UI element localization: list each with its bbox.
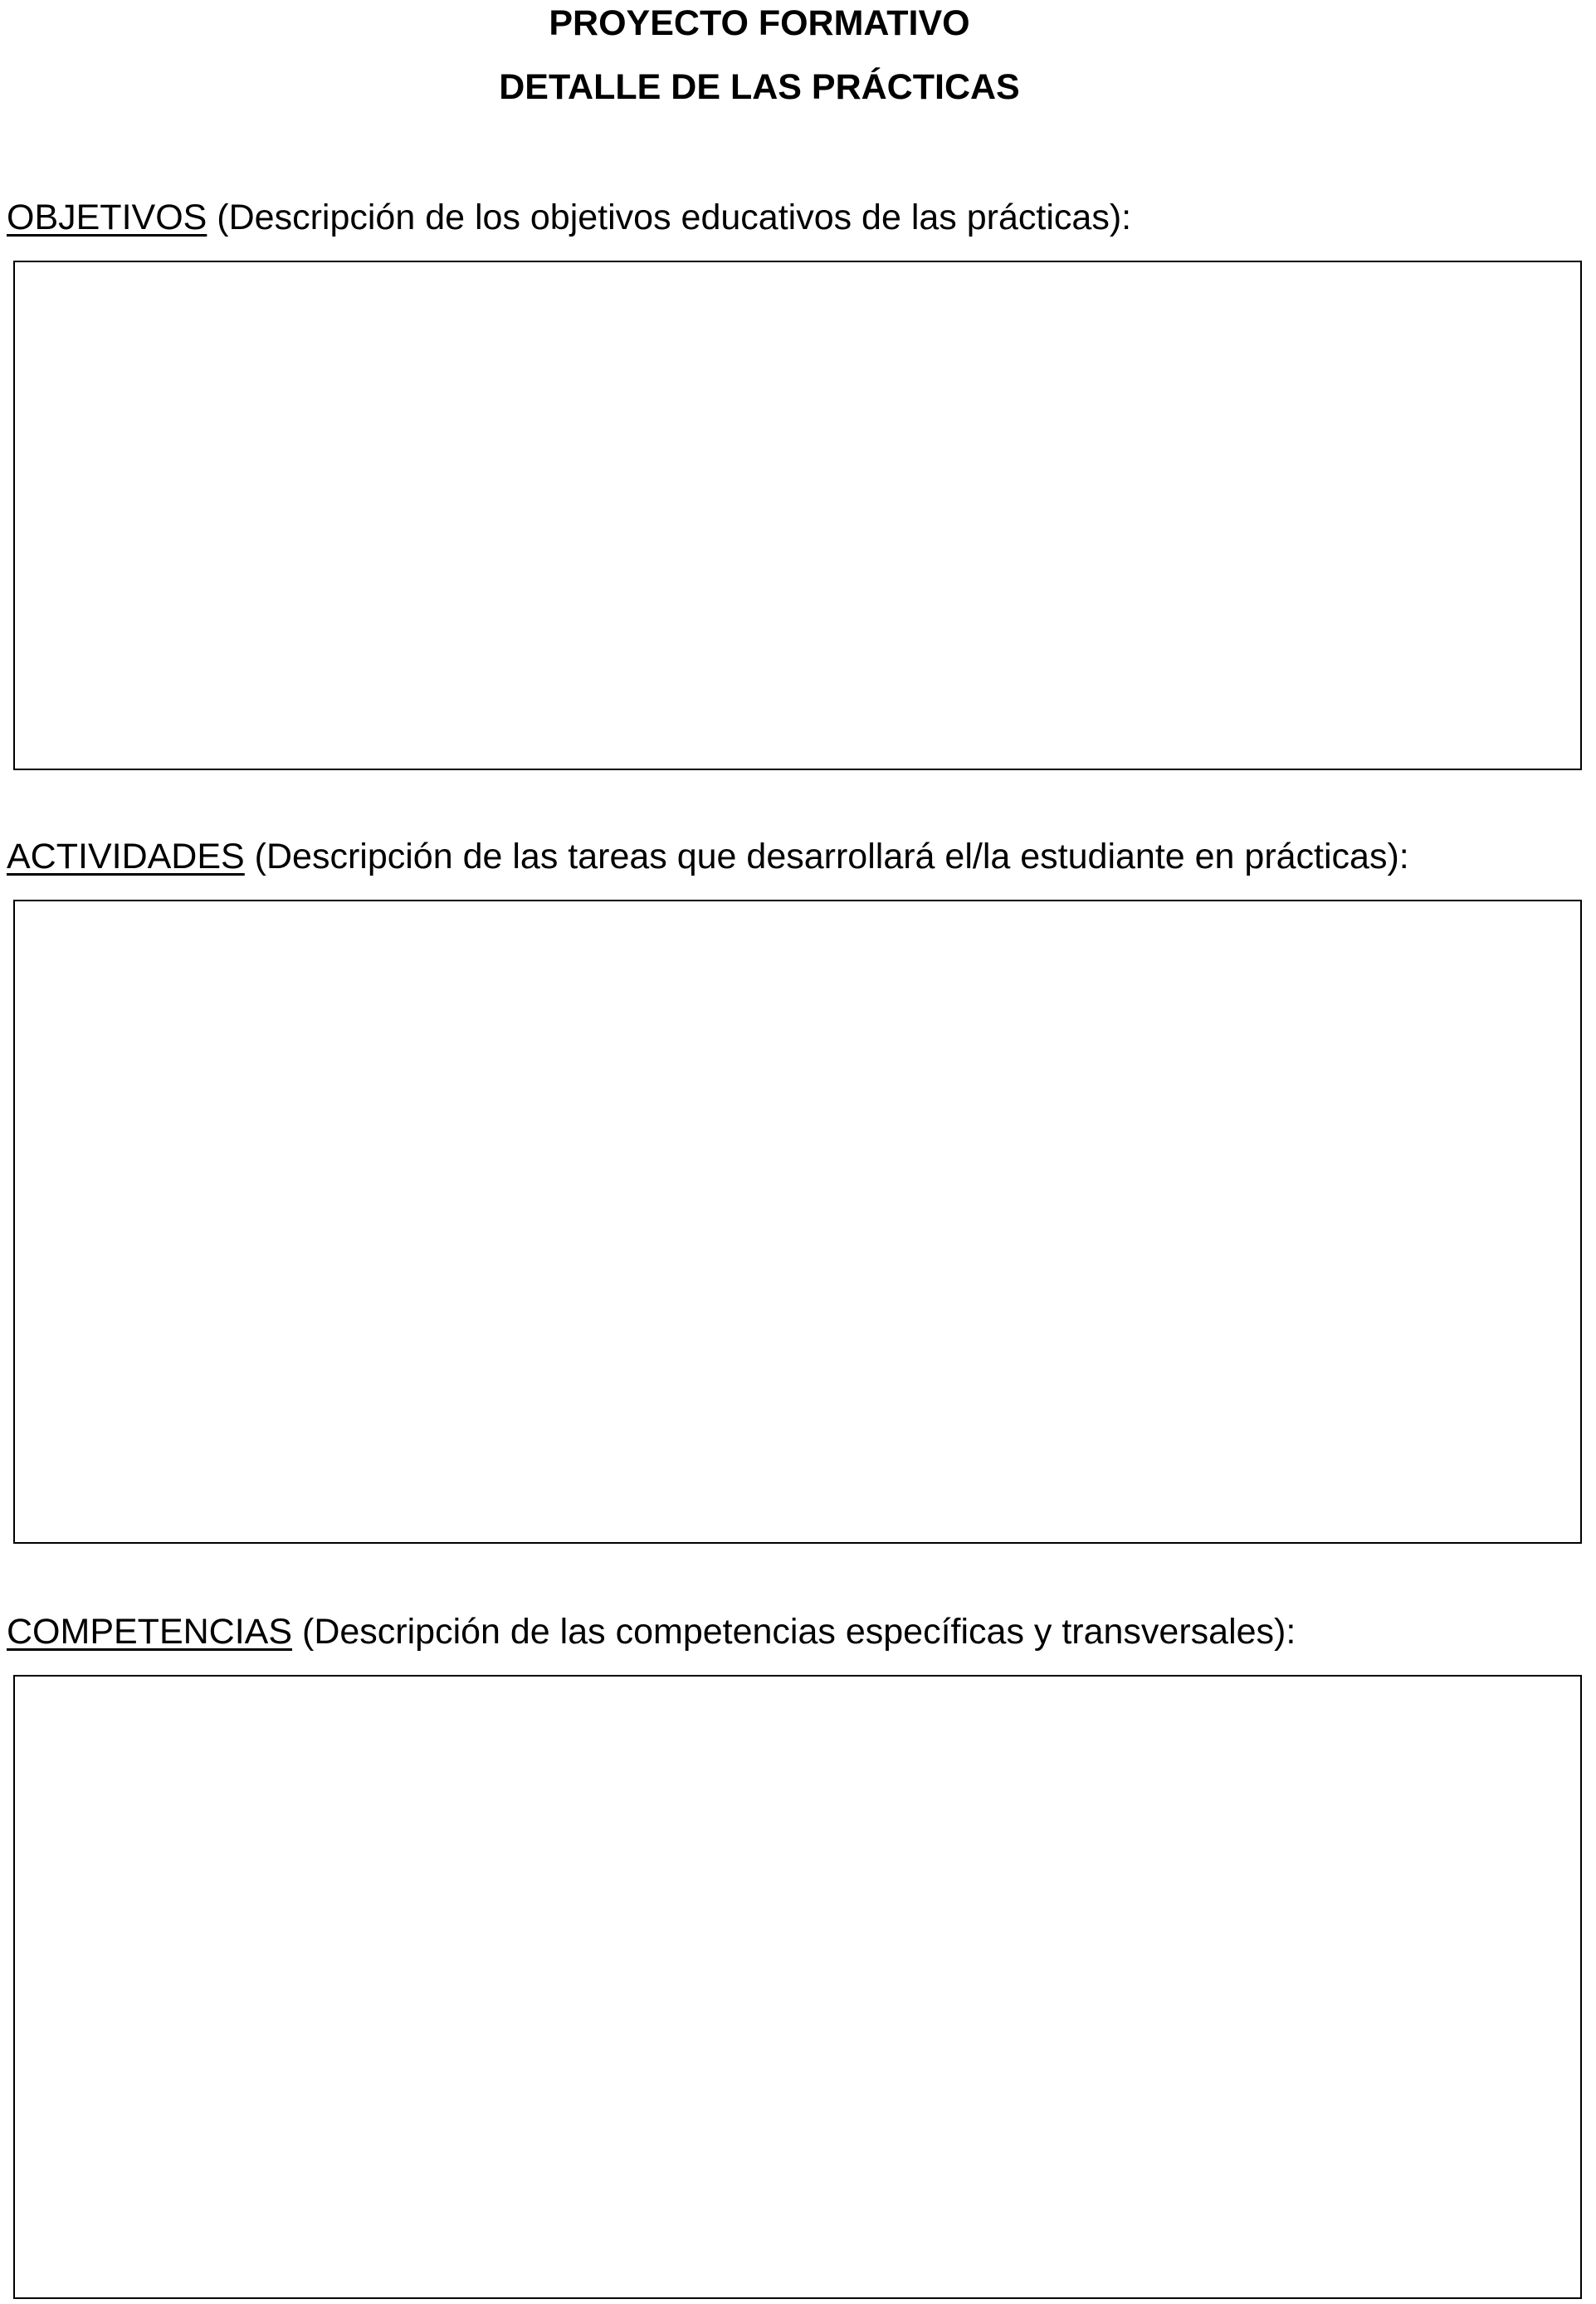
actividades-text-box[interactable]	[13, 900, 1582, 1544]
objetivos-description: (Descripción de los objetivos educativos de las prácticas):	[207, 198, 1132, 237]
objetivos-keyword: OBJETIVOS	[7, 198, 207, 237]
document-title: PROYECTO FORMATIVO	[549, 3, 970, 43]
document-subtitle: DETALLE DE LAS PRÁCTICAS	[499, 67, 1020, 107]
competencias-label	[7, 1610, 1296, 1653]
competencias-keyword: COMPETENCIAS	[7, 1612, 293, 1652]
actividades-label	[7, 835, 1409, 878]
actividades-keyword: ACTIVIDADES	[7, 837, 245, 876]
competencias-text-box[interactable]	[13, 1675, 1582, 2299]
competencias-description: (Descripción de las competencias específicas y transversales):	[292, 1612, 1296, 1652]
actividades-description: (Descripción de las tareas que desarrollará el/la estudiante en prácticas):	[244, 837, 1409, 876]
objetivos-text-box[interactable]	[13, 261, 1582, 770]
objetivos-label	[7, 196, 1131, 239]
